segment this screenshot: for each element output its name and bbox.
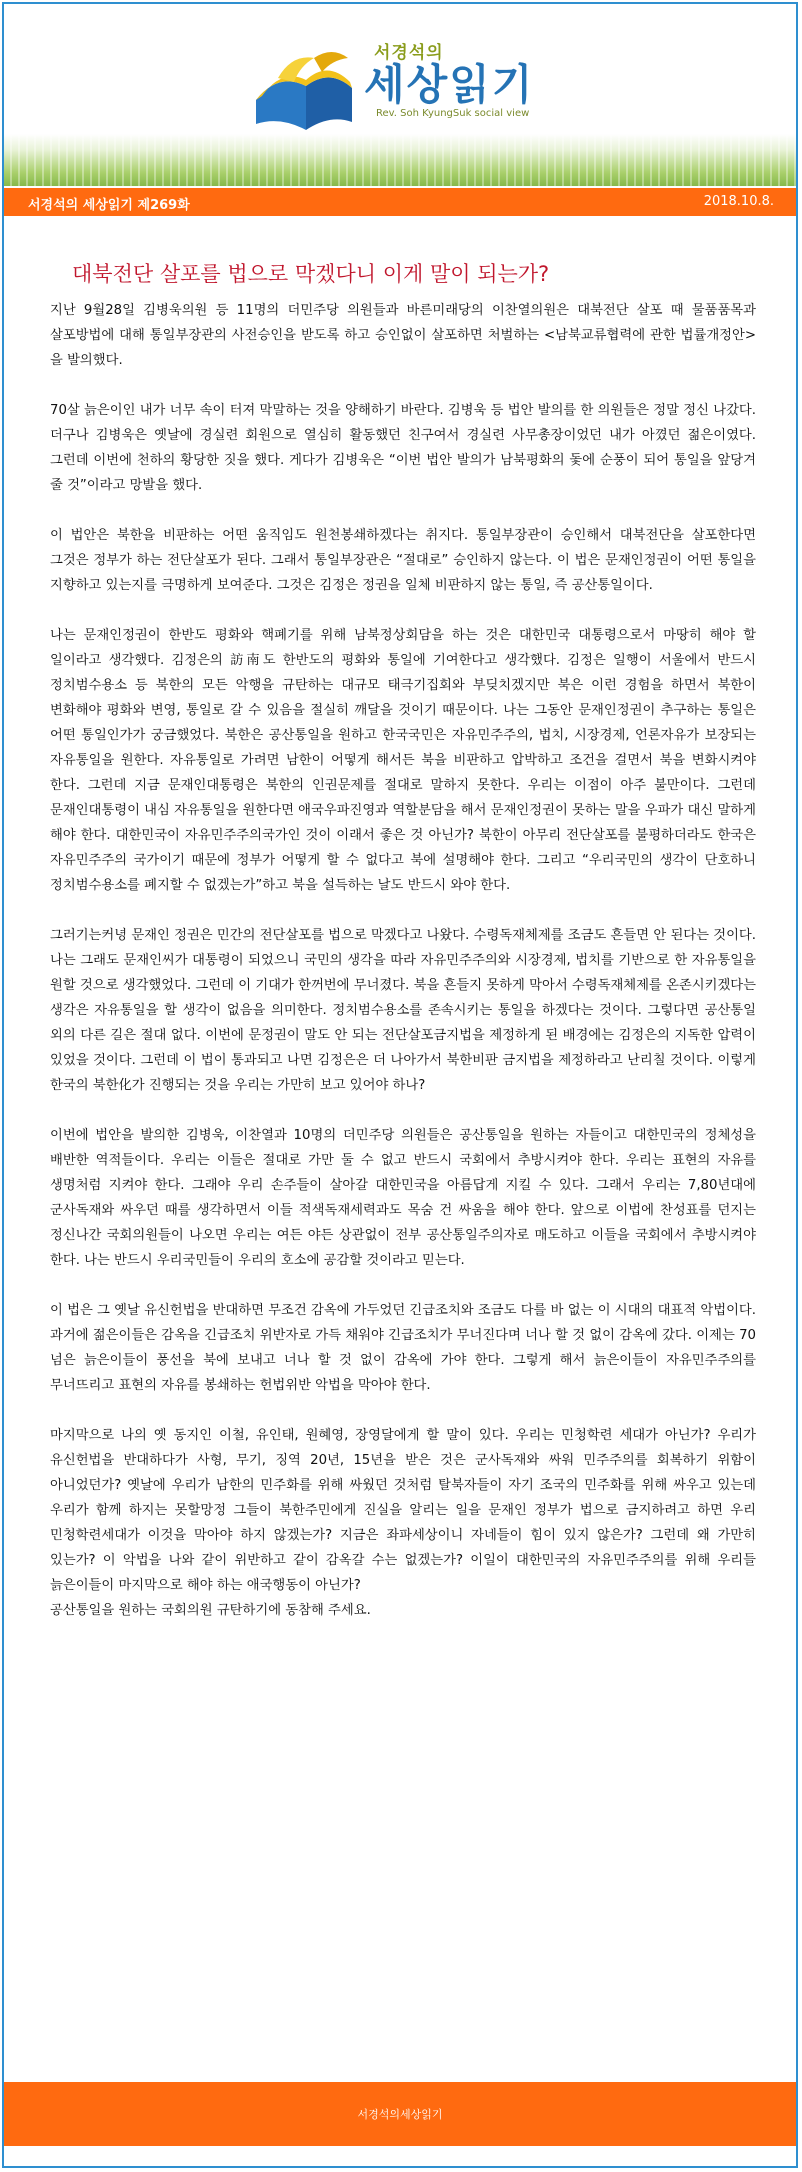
footer-bar <box>4 2082 796 2146</box>
article-body <box>50 298 756 1623</box>
article-paragraph: 이번에 법안을 발의한 김병욱, 이찬열과 10명의 더민주당 의원들은 공산통일을 원하는 자들이고 대한민국의 정체성을 배반한 역적들이다. 우리는 이들은 절대로 가만 둘 수 없고 반드시 국회에서 추방시켜야 한다. 우리는 표현의 자유를 생명처럼 지켜야 한다. 그래야 우리 손주들이 살아갈 대한민국을 아름답게 지킬 수 있다. 그래서 우리는 7,80년대에 군사독재와 싸우던 때를 생각하면서 이들 적색독재세력과도 목숨 건 싸움을 해야 한다. 앞으로 이법에 찬성표를 던지는 정신나간 국회의원들이 나오면 우리는 여든 야든 상관없이 전부 공산통일주의자로 매도하고 이들을 국회에서 추방시켜야 한다. 나는 반드시 우리국민들이 우리의 호소에 공감할 것이라고 믿는다. <box>50 1128 756 1268</box>
article-paragraph: 70살 늙은이인 내가 너무 속이 터져 막말하는 것을 양해하기 바란다. 김병욱 등 법안 발의를 한 의원들은 정말 정신 나갔다. 더구나 김병욱은 옛날에 경실련 회원으로 열심히 활동했던 친구여서 경실련 사무총장이었던 내가 아꼈던 젊은이였다. 그런데 이번에 천하의 황당한 짓을 했다. 게다가 김병욱은 “이번 법안 발의가 남북평화의 돛에 순풍이 되어 통일을 앞당겨 줄 것”이라고 망발을 했다. <box>50 403 756 493</box>
issue-number: 서경석의 세상읽기 제269화 <box>28 198 190 213</box>
article-paragraph: 지난 9월28일 김병욱의원 등 11명의 더민주당 의원들과 바른미래당의 이찬열의원은 대북전단 살포 때 물품품목과 살포방법에 대해 통일부장관의 사전승인을 받도록 하고 승인없이 살포하면 처벌하는 <남북교류협력에 관한 법률개정안>을 발의했다. <box>50 303 756 368</box>
footer-text: 서경석의세상읽기 <box>357 2108 443 2121</box>
logo-subtitle: 서경석의 <box>374 43 444 63</box>
issue-bar <box>4 188 796 216</box>
issue-date: 2018.10.8. <box>703 194 774 209</box>
logo <box>248 38 578 134</box>
article-paragraph: 마지막으로 나의 옛 동지인 이철, 유인태, 원혜영, 장영달에게 할 말이 있다. 우리는 민청학련 세대가 아닌가? 우리가 유신헌법을 반대하다가 사형, 무기, 징역 20년, 15년을 받은 것은 군사독재와 싸워 민주주의를 회복하기 위함이 아니었던가? 옛날에 우리가 남한의 민주화를 위해 싸웠던 것처럼 탈북자들이 자기 조국의 민주화를 위해 싸우고 있는데 우리가 함께 하지는 못할망정 그들이 북한주민에게 진실을 알리는 일을 문재인 정부가 법으로 금지하려고 하면 우리 민청학련세대가 이것을 막아야 하지 않겠는가? 지금은 좌파세상이니 자네들이 힘이 있지 않은가? 그런데 왜 가만히 있는가? 이 악법을 나와 같이 위반하고 같이 감옥갈 수는 없겠는가? 이일이 대한민국의 자유민주주의를 위해 우리들 늙은이들이 마지막으로 해야 하는 애국행동이 아닌가? 공산통일을 원하는 국회의원 규탄하기에 동참해 주세요. <box>50 1428 756 1618</box>
logo-wordmark: 세상읽기 <box>364 60 535 109</box>
grass-decoration <box>4 134 796 186</box>
logo-tagline: Rev. Soh KyungSuk social view <box>376 108 530 119</box>
article-paragraph: 이 법은 그 옛날 유신헌법을 반대하면 무조건 감옥에 가두었던 긴급조치와 조금도 다를 바 없는 이 시대의 대표적 악법이다. 과거에 젊은이들은 감옥을 긴급조치 위반자로 가득 채워야 긴급조치가 무너진다며 너나 할 것 없이 감옥에 갔다. 이제는 70 넘은 늙은이들이 풍선을 북에 보내고 너나 할 것 없이 감옥에 가야 한다. 그렇게 해서 늙은이들이 자유민주주의를 무너뜨리고 표현의 자유를 봉쇄하는 헌법위반 악법을 막아야 한다. <box>50 1303 756 1393</box>
open-book-icon <box>248 38 358 134</box>
page-frame <box>2 2 798 2168</box>
article-title: 대북전단 살포를 법으로 막겠다니 이게 말이 되는가? <box>72 262 550 286</box>
article-paragraph: 그러기는커녕 문재인 정권은 민간의 전단살포를 법으로 막겠다고 나왔다. 수령독재체제를 조금도 흔들면 안 된다는 것이다. 나는 그래도 문재인씨가 대통령이 되었으니 국민의 생각을 따라 자유민주주의와 시장경제, 법치를 기반으로 한 자유통일을 원할 것으로 생각했었다. 그런데 이 기대가 한꺼번에 무너졌다. 북을 흔들지 못하게 막아서 수령독재체제를 온존시키겠다는 생각은 자유통일을 할 생각이 없음을 의미한다. 정치범수용소를 존속시키는 통일을 하겠다는 것이다. 그렇다면 공산통일 외의 다른 길은 절대 없다. 이번에 문정권이 말도 안 되는 전단살포금지법을 제정하게 된 배경에는 김정은의 지독한 압력이 있었을 것이다. 그런데 이 법이 통과되고 나면 김정은은 더 나아가서 북한비판 금지법을 제정하라고 난리칠 것이다. 이렇게 한국의 북한化가 진행되는 것을 우리는 가만히 보고 있어야 하나? <box>50 928 756 1093</box>
article-paragraph: 이 법안은 북한을 비판하는 어떤 움직임도 원천봉쇄하겠다는 취지다. 통일부장관이 승인해서 대북전단을 살포한다면 그것은 정부가 하는 전단살포가 된다. 그래서 통일부장관은 “절대로” 승인하지 않는다. 이 법은 문재인정권이 어떤 통일을 지향하고 있는지를 극명하게 보여준다. 그것은 김정은 정권을 일체 비판하지 않는 통일, 즉 공산통일이다. <box>50 528 756 593</box>
article-paragraph: 나는 문재인정권이 한반도 평화와 핵폐기를 위해 남북정상회담을 하는 것은 대한민국 대통령으로서 마땅히 해야 할 일이라고 생각했다. 김정은의 訪南도 한반도의 평화와 통일에 기여한다고 생각했다. 김정은 일행이 서울에서 반드시 정치범수용소 등 북한의 모든 악행을 규탄하는 대규모 태극기집회와 부딪치겠지만 북은 이런 경험을 하면서 북한이 변화해야 평화와 변영, 통일로 갈 수 있음을 절실히 깨달을 것이기 때문이다. 나는 그동안 문재인정권이 추구하는 통일은 어떤 통일인가가 궁금했었다. 북한은 공산통일을 원하고 한국국민은 자유민주주의, 법치, 시장경제, 언론자유가 보장되는 자유통일을 원한다. 자유통일로 가려면 남한이 어떻게 해서든 북을 비판하고 압박하고 조건을 걸면서 북을 변화시켜야 한다. 그런데 지금 문재인대통령은 북한의 인권문제를 절대로 말하지 못한다. 우리는 이점이 아주 불만이다. 그런데 문재인대통령이 내심 자유통일을 원한다면 애국우파진영과 역할분담을 해서 문재인정권이 못하는 말을 우파가 대신 말하게 해야 한다. 대한민국이 자유민주주의국가인 것이 이래서 좋은 것 아닌가? 북한이 아무리 전단살포를 불평하더라도 한국은 자유민주주의 국가이기 때문에 정부가 어떻게 할 수 없다고 북에 설명해야 한다. 그리고 “우리국민의 생각이 단호하니 정치범수용소를 폐지할 수 없겠는가”하고 북을 설득하는 날도 반드시 와야 한다. <box>50 628 756 893</box>
header-banner <box>4 4 796 184</box>
